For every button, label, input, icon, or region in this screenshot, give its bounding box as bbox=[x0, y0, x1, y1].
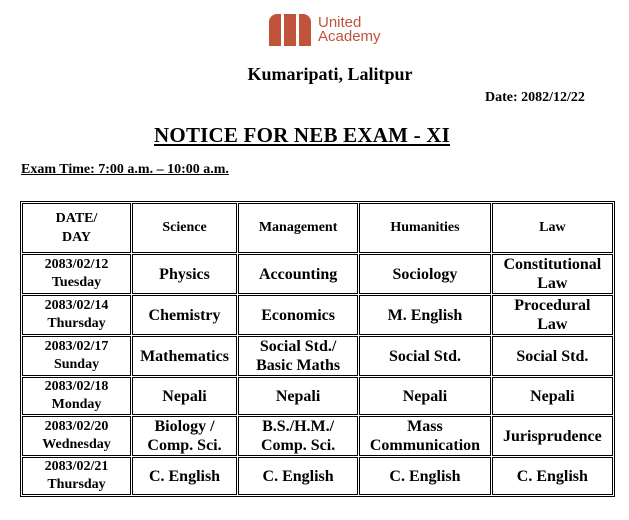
law-subject-line: Social Std. bbox=[516, 347, 589, 365]
science-subject-line: Nepali bbox=[162, 387, 207, 405]
table-row bbox=[22, 336, 613, 376]
table-row bbox=[22, 457, 613, 495]
humanities-subject-cell bbox=[359, 295, 490, 335]
exam-date: 2083/02/12 bbox=[44, 257, 109, 272]
law-subject-line: Law bbox=[537, 316, 568, 333]
management-subject-cell bbox=[238, 377, 358, 415]
header-day-label: DAY bbox=[61, 230, 92, 245]
humanities-subject-line: C. English bbox=[389, 467, 461, 485]
science-subject-line: Biology / bbox=[154, 418, 215, 435]
management-subject-cell bbox=[238, 295, 358, 335]
location-heading: Kumaripati, Lalitpur bbox=[247, 64, 413, 84]
table-row bbox=[22, 377, 613, 415]
science-subject-line: Chemistry bbox=[148, 306, 221, 324]
science-subject-cell bbox=[132, 295, 237, 335]
management-subject-cell bbox=[238, 254, 358, 294]
date-day-cell bbox=[22, 254, 131, 294]
exam-day: Sunday bbox=[53, 357, 100, 372]
law-subject-line: Constitutional bbox=[503, 256, 602, 273]
science-subject-cell bbox=[132, 457, 237, 495]
exam-date: 2083/02/17 bbox=[44, 339, 109, 354]
law-subject-cell bbox=[492, 377, 613, 415]
date-day-cell bbox=[22, 457, 131, 495]
humanities-subject-line: Communication bbox=[369, 437, 481, 454]
exam-schedule-table bbox=[20, 201, 615, 497]
management-subject-line: Social Std./ bbox=[259, 338, 337, 355]
exam-day: Monday bbox=[51, 397, 102, 412]
law-subject-cell bbox=[492, 336, 613, 376]
date-day-cell bbox=[22, 336, 131, 376]
management-subject-cell bbox=[238, 336, 358, 376]
header-date-label: DATE/ bbox=[55, 211, 98, 226]
table-row bbox=[22, 416, 613, 456]
science-subject-line: Comp. Sci. bbox=[147, 437, 222, 454]
table-row bbox=[22, 295, 613, 335]
management-subject-line: Accounting bbox=[258, 265, 338, 283]
exam-day: Thursday bbox=[47, 316, 106, 331]
exam-time: Exam Time: 7:00 a.m. – 10:00 a.m. bbox=[21, 162, 229, 177]
science-subject-line: Mathematics bbox=[140, 347, 229, 365]
science-subject-cell bbox=[132, 254, 237, 294]
humanities-subject-cell bbox=[359, 416, 490, 456]
science-subject-cell bbox=[132, 336, 237, 376]
humanities-subject-line: Mass bbox=[407, 418, 443, 435]
header-science: Science bbox=[132, 203, 237, 253]
exam-date: 2083/02/21 bbox=[44, 459, 109, 474]
exam-date: 2083/02/18 bbox=[44, 379, 109, 394]
logo-line-2: Academy bbox=[318, 28, 381, 45]
humanities-subject-line: Social Std. bbox=[388, 347, 461, 365]
exam-day: Thursday bbox=[47, 477, 106, 492]
table-header-row bbox=[22, 203, 613, 253]
science-subject-line: C. English bbox=[148, 467, 221, 485]
date-day-cell bbox=[22, 377, 131, 415]
logo-line-1: United bbox=[318, 14, 362, 31]
law-subject-cell bbox=[492, 457, 613, 495]
law-subject-line: Nepali bbox=[530, 387, 575, 405]
science-subject-cell bbox=[132, 416, 237, 456]
exam-day: Tuesday bbox=[51, 275, 102, 290]
humanities-subject-cell bbox=[359, 377, 490, 415]
exam-date: 2083/02/14 bbox=[44, 298, 109, 313]
management-subject-line: Basic Maths bbox=[256, 357, 341, 374]
law-subject-cell bbox=[492, 416, 613, 456]
header-date-day bbox=[22, 203, 131, 253]
science-subject-line: Physics bbox=[159, 265, 210, 283]
science-subject-cell bbox=[132, 377, 237, 415]
humanities-subject-line: M. English bbox=[387, 306, 463, 324]
law-subject-line: Jurisprudence bbox=[503, 427, 602, 445]
notice-date: Date: 2082/12/22 bbox=[485, 90, 585, 105]
notice-title: NOTICE FOR NEB EXAM - XI bbox=[154, 123, 450, 147]
academy-logo-icon bbox=[269, 14, 311, 46]
academy-logo bbox=[269, 14, 381, 46]
management-subject-line: Comp. Sci. bbox=[260, 437, 336, 454]
law-subject-cell bbox=[492, 295, 613, 335]
exam-date: 2083/02/20 bbox=[44, 419, 109, 434]
humanities-subject-cell bbox=[359, 336, 490, 376]
header-humanities: Humanities bbox=[359, 203, 490, 253]
law-subject-line: C. English bbox=[516, 467, 588, 485]
management-subject-cell bbox=[238, 457, 358, 495]
management-subject-cell bbox=[238, 416, 358, 456]
management-subject-line: Economics bbox=[261, 306, 335, 324]
table-body bbox=[22, 254, 613, 495]
humanities-subject-cell bbox=[359, 254, 490, 294]
header-management: Management bbox=[238, 203, 358, 253]
management-subject-line: B.S./H.M./ bbox=[262, 418, 335, 435]
date-day-cell bbox=[22, 416, 131, 456]
table-row bbox=[22, 254, 613, 294]
management-subject-line: C. English bbox=[262, 467, 334, 485]
date-day-cell bbox=[22, 295, 131, 335]
humanities-subject-cell bbox=[359, 457, 490, 495]
humanities-subject-line: Nepali bbox=[402, 387, 448, 405]
law-subject-line: Law bbox=[537, 275, 568, 292]
management-subject-line: Nepali bbox=[275, 387, 321, 405]
law-subject-line: Procedural bbox=[514, 297, 591, 314]
humanities-subject-line: Sociology bbox=[392, 265, 458, 283]
header-law: Law bbox=[492, 203, 613, 253]
logo-text bbox=[318, 16, 381, 44]
exam-day: Wednesday bbox=[42, 437, 111, 452]
law-subject-cell bbox=[492, 254, 613, 294]
